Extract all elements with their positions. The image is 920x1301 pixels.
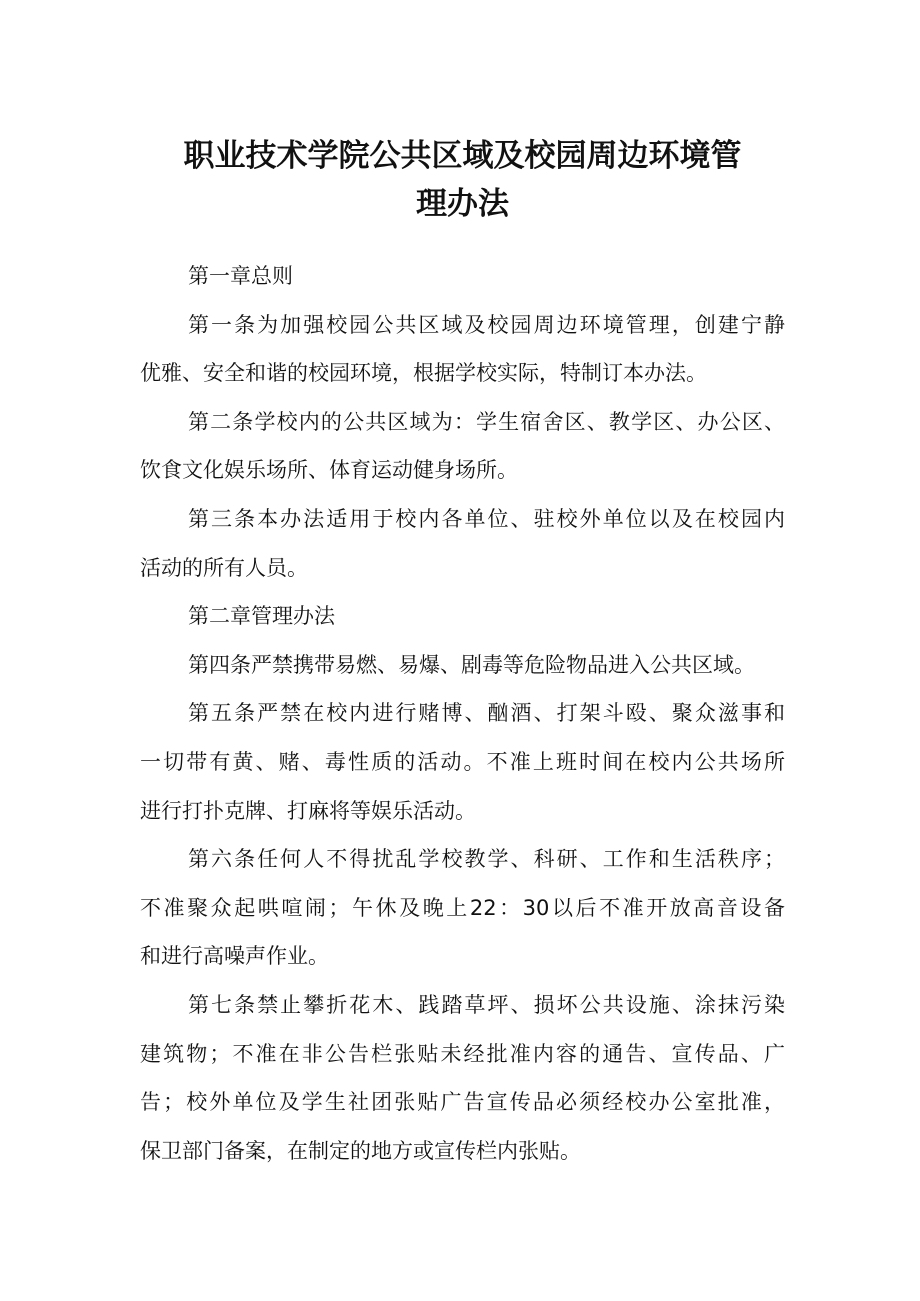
paragraph: [140, 693, 785, 839]
paragraph-line: 第二条学校内的公共区域为：学生宿舍区、教学区、办公区、: [188, 409, 785, 434]
paragraph: [140, 645, 785, 694]
paragraph: [140, 839, 785, 985]
paragraph-line: 一切带有黄、赌、毒性质的活动。不准上班时间在校内公共场所: [140, 749, 785, 774]
paragraph-line: 第五条严禁在校内进行赌博、酗酒、打架斗殴、聚众滋事和: [188, 701, 785, 726]
paragraph-line: 第六条任何人不得扰乱学校教学、科研、工作和生活秩序；: [188, 847, 785, 872]
paragraph-line: 第二章管理办法: [188, 604, 335, 629]
paragraph-line: 和进行高噪声作业。: [140, 944, 329, 969]
paragraph-line: 进行打扑克牌、打麻将等娱乐活动。: [140, 798, 476, 823]
paragraph-line: 第三条本办法适用于校内各单位、驻校外单位以及在校园内: [188, 506, 785, 531]
paragraph: [140, 402, 785, 499]
title-line-1: 职业技术学院公共区域及校园周边环境管: [183, 138, 742, 174]
document-title: [140, 132, 785, 228]
paragraph: [140, 499, 785, 596]
paragraph-line: 不准聚众起哄喧闹；午休及晚上22：30以后不准开放高音设备: [140, 895, 785, 920]
paragraph-line: 饮食文化娱乐场所、体育运动健身场所。: [140, 458, 518, 483]
title-line-2: 理办法: [416, 186, 509, 222]
paragraph-line: 告；校外单位及学生社团张贴广告宣传品必须经校办公室批准，: [140, 1090, 785, 1115]
paragraph: [140, 305, 785, 402]
paragraph-line: 活动的所有人员。: [140, 555, 308, 580]
paragraph-line: 第四条严禁携带易燃、易爆、剧毒等危险物品进入公共区域。: [188, 652, 755, 677]
paragraph: [140, 985, 785, 1179]
paragraph-line: 保卫部门备案，在制定的地方或宣传栏内张贴。: [140, 1138, 581, 1163]
paragraph: [140, 256, 785, 305]
paragraph-line: 建筑物；不准在非公告栏张贴未经批准内容的通告、宣传品、广: [140, 1041, 785, 1066]
document-body: [140, 256, 785, 1179]
paragraph: [140, 596, 785, 645]
paragraph-line: 第一章总则: [188, 264, 293, 288]
paragraph-line: 第一条为加强校园公共区域及校园周边环境管理，创建宁静: [188, 312, 785, 337]
paragraph-line: 优雅、安全和谐的校园环境，根据学校实际，特制订本办法。: [140, 361, 707, 386]
paragraph-line: 第七条禁止攀折花木、践踏草坪、损坏公共设施、涂抹污染: [188, 992, 785, 1017]
